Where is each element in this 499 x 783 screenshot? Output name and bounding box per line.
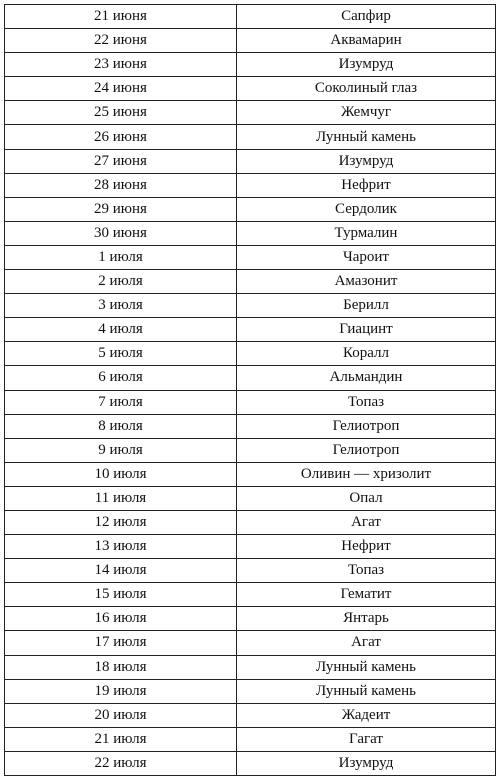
stone-cell: Лунный камень bbox=[237, 679, 496, 703]
table-row bbox=[5, 751, 496, 775]
stone-cell: Гиацинт bbox=[237, 318, 496, 342]
date-cell: 14 июля bbox=[5, 559, 237, 583]
date-cell: 10 июля bbox=[5, 462, 237, 486]
stone-cell: Аквамарин bbox=[237, 29, 496, 53]
stone-cell: Агат bbox=[237, 631, 496, 655]
stone-cell: Соколиный глаз bbox=[237, 77, 496, 101]
date-cell: 27 июня bbox=[5, 149, 237, 173]
table-row bbox=[5, 173, 496, 197]
date-cell: 21 июня bbox=[5, 5, 237, 29]
date-cell: 28 июня bbox=[5, 173, 237, 197]
table-row bbox=[5, 53, 496, 77]
table-row bbox=[5, 438, 496, 462]
stone-cell: Топаз bbox=[237, 390, 496, 414]
stone-cell: Нефрит bbox=[237, 535, 496, 559]
date-cell: 22 июля bbox=[5, 751, 237, 775]
table-row bbox=[5, 270, 496, 294]
birthstone-table bbox=[4, 4, 496, 776]
stone-cell: Нефрит bbox=[237, 173, 496, 197]
stone-cell: Турмалин bbox=[237, 221, 496, 245]
stone-cell: Сердолик bbox=[237, 197, 496, 221]
table-row bbox=[5, 318, 496, 342]
date-cell: 9 июля bbox=[5, 438, 237, 462]
date-cell: 4 июля bbox=[5, 318, 237, 342]
stone-cell: Агат bbox=[237, 510, 496, 534]
table-row bbox=[5, 703, 496, 727]
stone-cell: Берилл bbox=[237, 294, 496, 318]
stone-cell: Лунный камень bbox=[237, 125, 496, 149]
table-row bbox=[5, 414, 496, 438]
table-row bbox=[5, 679, 496, 703]
stone-cell: Изумруд bbox=[237, 751, 496, 775]
table-row bbox=[5, 29, 496, 53]
date-cell: 24 июня bbox=[5, 77, 237, 101]
stone-cell: Топаз bbox=[237, 559, 496, 583]
table-row bbox=[5, 294, 496, 318]
date-cell: 15 июля bbox=[5, 583, 237, 607]
date-cell: 29 июня bbox=[5, 197, 237, 221]
table-row bbox=[5, 5, 496, 29]
table-row bbox=[5, 125, 496, 149]
stone-cell: Оливин — хризолит bbox=[237, 462, 496, 486]
date-cell: 18 июля bbox=[5, 655, 237, 679]
stone-cell: Гагат bbox=[237, 727, 496, 751]
table-row bbox=[5, 245, 496, 269]
table-row bbox=[5, 535, 496, 559]
table-row bbox=[5, 727, 496, 751]
table-row bbox=[5, 559, 496, 583]
date-cell: 26 июня bbox=[5, 125, 237, 149]
date-cell: 19 июля bbox=[5, 679, 237, 703]
date-cell: 2 июля bbox=[5, 270, 237, 294]
table-row bbox=[5, 486, 496, 510]
date-cell: 23 июня bbox=[5, 53, 237, 77]
stone-cell: Жадеит bbox=[237, 703, 496, 727]
stone-cell: Изумруд bbox=[237, 149, 496, 173]
date-cell: 11 июля bbox=[5, 486, 237, 510]
table-row bbox=[5, 655, 496, 679]
table-row bbox=[5, 149, 496, 173]
date-cell: 3 июля bbox=[5, 294, 237, 318]
table-row bbox=[5, 101, 496, 125]
table-row bbox=[5, 366, 496, 390]
date-cell: 25 июня bbox=[5, 101, 237, 125]
date-cell: 13 июля bbox=[5, 535, 237, 559]
stone-cell: Коралл bbox=[237, 342, 496, 366]
stone-cell: Жемчуг bbox=[237, 101, 496, 125]
table-row bbox=[5, 342, 496, 366]
stone-cell: Гелиотроп bbox=[237, 414, 496, 438]
date-cell: 17 июля bbox=[5, 631, 237, 655]
stone-cell: Лунный камень bbox=[237, 655, 496, 679]
table-row bbox=[5, 510, 496, 534]
stone-cell: Амазонит bbox=[237, 270, 496, 294]
table-row bbox=[5, 631, 496, 655]
date-cell: 1 июля bbox=[5, 245, 237, 269]
stone-cell: Янтарь bbox=[237, 607, 496, 631]
date-cell: 6 июля bbox=[5, 366, 237, 390]
stone-cell: Сапфир bbox=[237, 5, 496, 29]
stone-cell: Гелиотроп bbox=[237, 438, 496, 462]
stone-cell: Опал bbox=[237, 486, 496, 510]
date-cell: 12 июля bbox=[5, 510, 237, 534]
table-row bbox=[5, 607, 496, 631]
date-cell: 30 июня bbox=[5, 221, 237, 245]
date-cell: 16 июля bbox=[5, 607, 237, 631]
table-row bbox=[5, 221, 496, 245]
stone-cell: Альмандин bbox=[237, 366, 496, 390]
date-cell: 8 июля bbox=[5, 414, 237, 438]
table-row bbox=[5, 462, 496, 486]
table-row bbox=[5, 390, 496, 414]
table-row bbox=[5, 583, 496, 607]
stone-cell: Гематит bbox=[237, 583, 496, 607]
date-cell: 20 июля bbox=[5, 703, 237, 727]
stone-cell: Чароит bbox=[237, 245, 496, 269]
date-cell: 21 июля bbox=[5, 727, 237, 751]
date-cell: 22 июня bbox=[5, 29, 237, 53]
birthstone-table-body bbox=[5, 5, 496, 776]
date-cell: 7 июля bbox=[5, 390, 237, 414]
table-row bbox=[5, 197, 496, 221]
stone-cell: Изумруд bbox=[237, 53, 496, 77]
table-row bbox=[5, 77, 496, 101]
date-cell: 5 июля bbox=[5, 342, 237, 366]
